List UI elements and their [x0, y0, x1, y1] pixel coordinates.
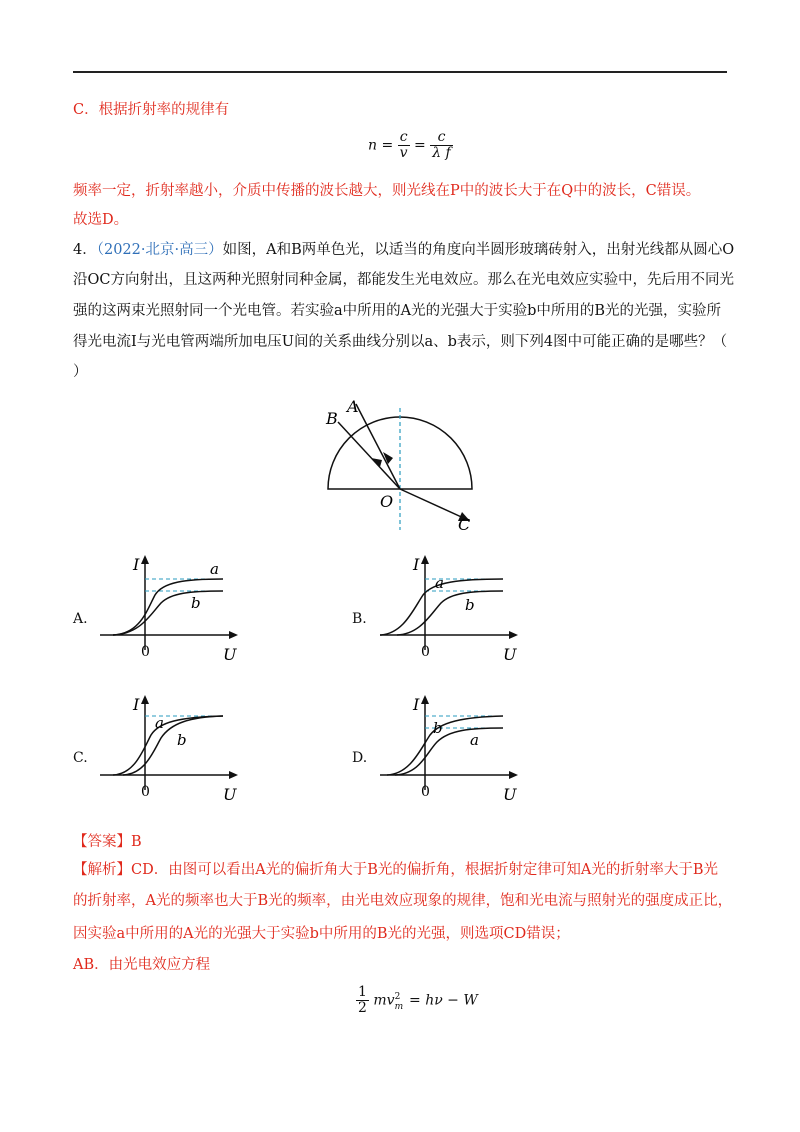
question-4-line-1: 4．（2022·北京·高三）如图，A和B两单色光，以适当的角度向半圆形玻璃砖射入，出射光线都从圆心O — [73, 242, 735, 258]
i-axis-arrow — [421, 695, 429, 704]
label-b: B — [326, 409, 338, 428]
question-source: （2022·北京·高三） — [96, 242, 223, 258]
curve-label-lower: b — [191, 594, 201, 612]
origin-label: 0 — [141, 644, 150, 660]
question-4-line-3: 强的这两束光照射同一个光电管。若实验a中所用的A光的光强大于实验b中所用的B光的光强，实验所 — [73, 303, 722, 319]
curve-label-upper: a — [210, 560, 219, 578]
option-c-graph[interactable] — [95, 690, 245, 810]
origin-label: 0 — [421, 784, 430, 800]
curve-lower — [123, 716, 223, 775]
curve-label-upper: b — [433, 719, 443, 737]
curve-lower — [113, 591, 223, 635]
axis-label-u: U — [223, 785, 237, 804]
curve-lower — [397, 591, 503, 635]
curve-upper — [113, 716, 223, 775]
curve-label-lower: b — [465, 596, 475, 614]
question-4-line-4: 得光电流I与光电管两端所加电压U间的关系曲线分别以a、b表示，则下列4图中可能正确的是哪些？（ — [73, 334, 728, 350]
u-axis-arrow — [229, 771, 238, 779]
curve-label-lower: a — [470, 731, 479, 749]
curve-lower — [395, 728, 503, 775]
option-a-graph[interactable] — [95, 550, 245, 670]
answer-line: 【答案】B — [73, 834, 142, 850]
u-axis-arrow — [509, 771, 518, 779]
ray-b-arrow — [371, 458, 382, 467]
analysis-line-2: 的折射率，A光的频率也大于B光的频率，由光电效应现象的规律，饱和光电流与照射光的强度成正比， — [73, 893, 733, 909]
label-c: C — [458, 515, 471, 534]
curve-label-lower: b — [177, 731, 187, 749]
analysis-line-3: 因实验a中所用的A光的光强大于实验b中所用的B光的光强，则选项CD错误； — [73, 926, 570, 942]
section-c-conclusion: 频率一定，折射率越小，介质中传播的波长越大，则光线在P中的波长大于在Q中的波长，C错误。 — [73, 183, 701, 199]
section-c-answer: 故选D。 — [73, 212, 129, 228]
axis-label-u: U — [223, 645, 237, 664]
u-axis-arrow — [509, 631, 518, 639]
curve-upper — [113, 579, 223, 635]
top-rule — [73, 71, 727, 73]
option-d-graph[interactable] — [375, 690, 525, 810]
u-axis-arrow — [229, 631, 238, 639]
curve-upper — [387, 716, 503, 775]
analysis-line-1: 【解析】CD．由图可以看出A光的偏折角大于B光的偏折角，根据折射定律可知A光的折射率大于B光 — [73, 862, 718, 878]
refraction-formula: n = $\frac{c}{v}$ = $\frac{c}{\text{λ f}}$ — [368, 129, 451, 161]
question-4-line-5: ） — [73, 364, 88, 380]
axis-label-i: I — [133, 695, 140, 714]
option-c-label[interactable]: C. — [73, 750, 88, 766]
analysis-line-4: AB．由光电效应方程 — [73, 957, 211, 973]
option-b-label[interactable]: B. — [352, 611, 367, 627]
origin-label: 0 — [421, 644, 430, 660]
axis-label-i: I — [413, 695, 420, 714]
option-d-label[interactable]: D. — [352, 750, 368, 766]
origin-label: 0 — [141, 784, 150, 800]
axis-label-u: U — [503, 645, 517, 664]
answer-value: B — [131, 834, 142, 850]
axis-label-i: I — [413, 555, 420, 574]
option-b-graph[interactable] — [375, 550, 525, 670]
label-o: O — [380, 492, 394, 511]
question-4-line-2: 沿OC方向射出，且这两种光照射同种金属，都能发生光电效应。那么在光电效应实验中，先后用不同光 — [73, 272, 734, 288]
i-axis-arrow — [141, 555, 149, 564]
option-a-label[interactable]: A. — [73, 611, 88, 627]
curve-label-upper: a — [155, 714, 164, 732]
axis-label-i: I — [133, 555, 140, 574]
semicircle-diagram — [300, 390, 520, 540]
photoelectric-formula: $\frac{1}{2}$ mv 2 m = hν − W — [358, 984, 478, 1016]
section-c-heading: C．根据折射率的规律有 — [73, 102, 230, 118]
label-a: A — [347, 397, 359, 416]
curve-label-upper: a — [435, 574, 444, 592]
i-axis-arrow — [421, 555, 429, 564]
ray-b — [338, 422, 400, 489]
i-axis-arrow — [141, 695, 149, 704]
axis-label-u: U — [503, 785, 517, 804]
